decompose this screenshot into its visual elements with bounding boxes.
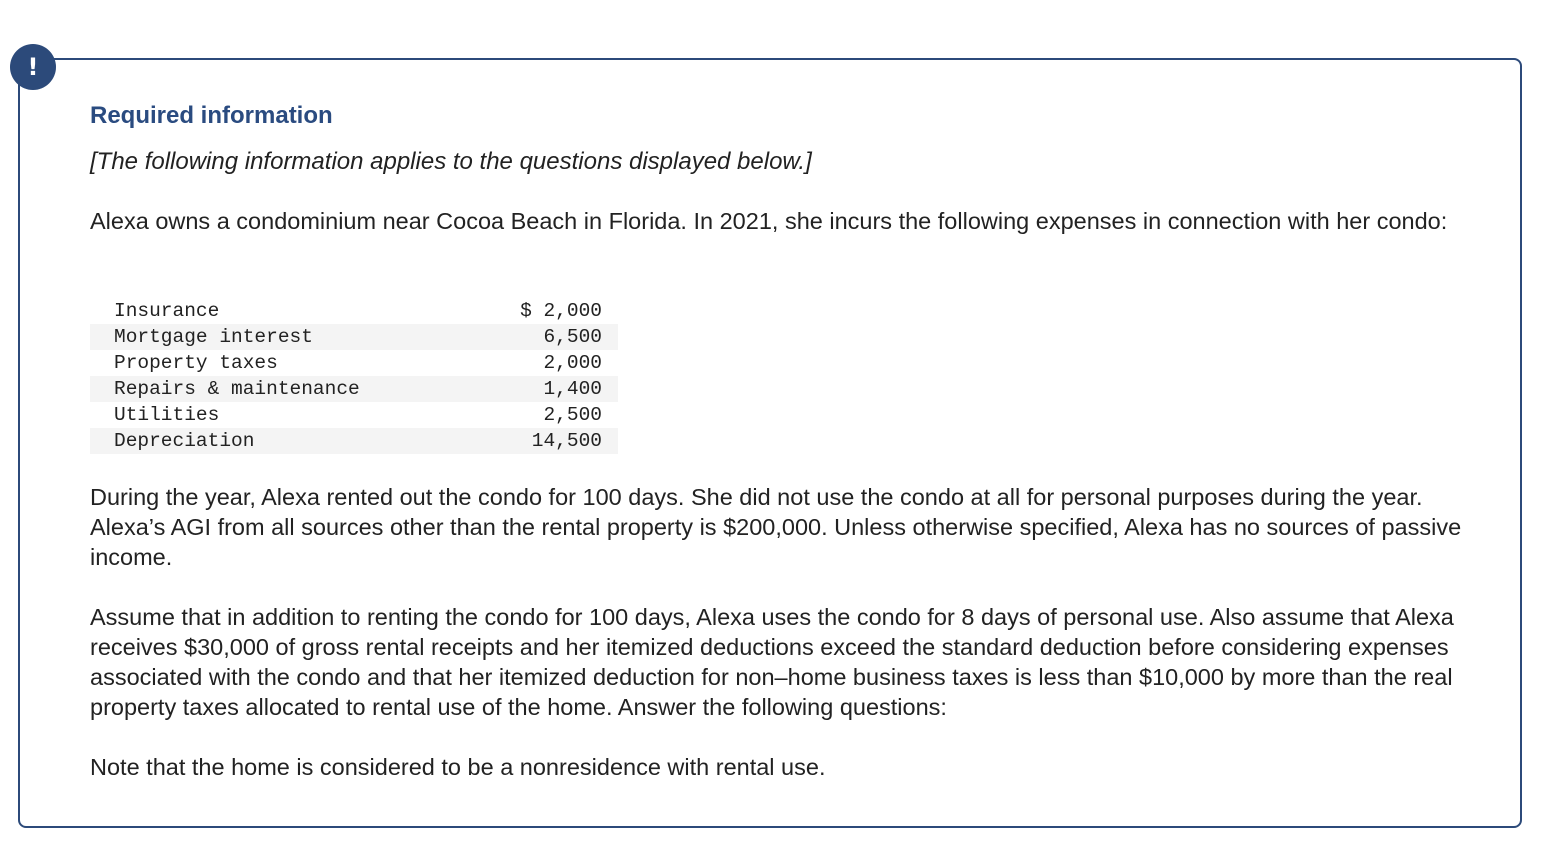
expense-label: Property taxes [114,352,278,374]
table-row [90,350,618,376]
expense-table [90,298,618,454]
expense-label: Mortgage interest [90,324,477,350]
expense-amount: $ 2,000 [520,300,602,322]
table-row [90,324,618,350]
expense-amount: 1,400 [477,376,618,402]
table-row [90,376,618,402]
table-row [90,428,618,454]
rental-paragraph: During the year, Alexa rented out the condo for 100 days. She did not use the condo at all for personal purposes during the year. Alexa’s AGI from all sources other than the rental property is $200,000. Unless otherwise specified, Alexa has no sources of passive income. [90,484,1462,570]
table-row [90,402,618,428]
required-information-heading: Required information [90,102,333,129]
expense-label: Depreciation [90,428,477,454]
intro-paragraph: Alexa owns a condominium near Cocoa Beach in Florida. In 2021, she incurs the following expenses in connection with her condo: [90,208,1448,234]
table-row [90,298,618,324]
applies-note: [The following information applies to the questions displayed below.] [90,148,812,175]
required-information-panel [18,58,1522,828]
nonresidence-note: Note that the home is considered to be a nonresidence with rental use. [90,754,826,780]
expense-label: Insurance [114,300,220,322]
expense-amount: 6,500 [477,324,618,350]
assumption-paragraph: Assume that in addition to renting the condo for 100 days, Alexa uses the condo for 8 days of personal use. Also assume that Alexa receives $30,000 of gross rental receipts and her itemized deductions exceed the standard deduction before considering expenses associated with the condo and that her itemized deduction for non–home business taxes is less than $10,000 by more than the real property taxes allocated to rental use of the home. Answer the following questions: [90,604,1454,720]
expense-label: Utilities [114,404,220,426]
expense-label: Repairs & maintenance [90,376,477,402]
expense-amount: 2,500 [543,404,602,426]
exclamation-icon: ! [10,44,56,90]
expense-amount: 14,500 [477,428,618,454]
expense-amount: 2,000 [543,352,602,374]
